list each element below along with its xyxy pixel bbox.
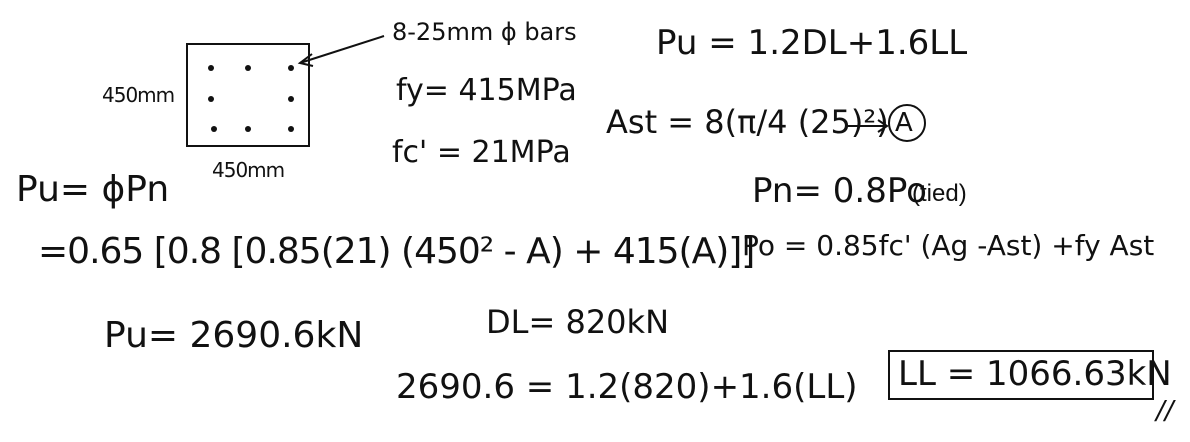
fy-given: fy= 415MPa [396, 73, 577, 108]
result-mark: // [1156, 396, 1174, 426]
solve-equation: 2690.6 = 1.2(820)+1.6(LL) [396, 367, 858, 407]
ast-equation: Ast = 8(π/4 (25)²) [606, 103, 889, 141]
circled-a-label: A [895, 108, 913, 138]
fc-given: fc' = 21MPa [392, 135, 571, 170]
width-label: 450mm [102, 83, 175, 107]
tied-note: (tied) [912, 180, 967, 207]
expansion-equation: =0.65 [0.8 [0.85(21) (450² - A) + 415(A)]] [38, 231, 755, 272]
dl-value: DL= 820kN [486, 303, 669, 341]
leader-arrow [300, 36, 384, 63]
po-equation: Po = 0.85fc' (Ag -Ast) +fy Ast [742, 229, 1155, 262]
ll-result: LL = 1066.63kN [898, 354, 1172, 394]
bars-label: 8-25mm ϕ bars [392, 18, 577, 46]
pu-combination: Pu = 1.2DL+1.6LL [656, 23, 968, 63]
pu-value: Pu= 2690.6kN [104, 315, 364, 356]
height-label: 450mm [212, 158, 285, 182]
pn-equation: Pn= 0.8Po [752, 171, 927, 211]
pu-phi-pn: Pu= ϕPn [16, 169, 170, 210]
